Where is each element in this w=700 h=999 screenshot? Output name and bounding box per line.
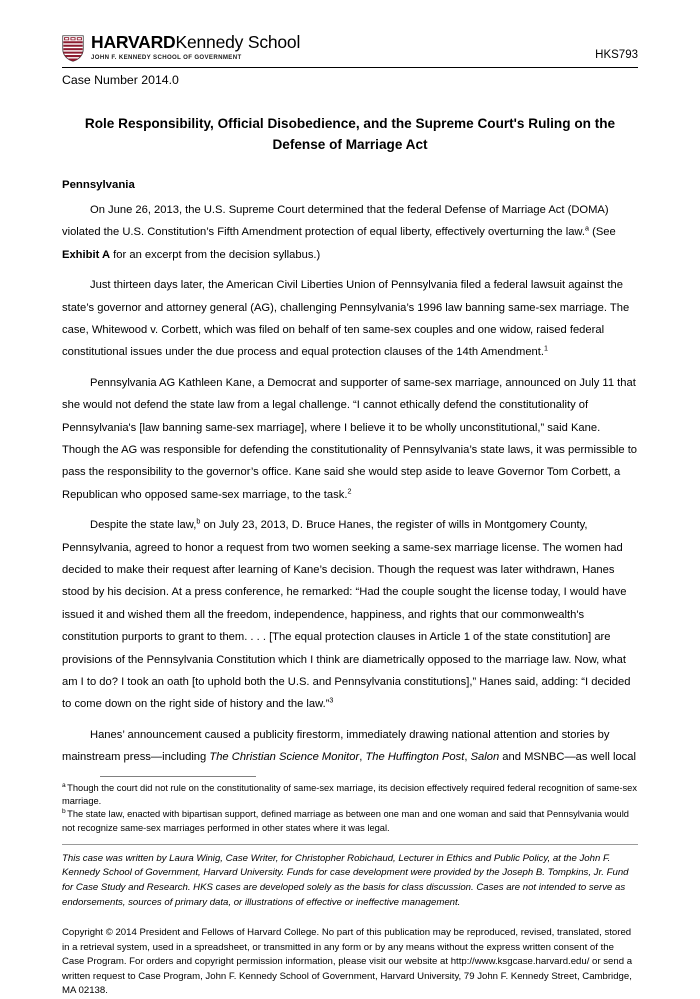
paragraph-1-text-b: (See	[592, 226, 616, 239]
paragraph-2	[62, 274, 638, 364]
footnote-a-text: Though the court did not rule on the constitutionality of same-sex marriage, its decision effectively required federal recognition of same-sex marriage.	[62, 782, 637, 806]
brand-name-kennedy-school: Kennedy School	[175, 32, 301, 52]
publication-huffington-post: The Huffington Post	[365, 751, 465, 764]
copyright-notice: Copyright © 2014 President and Fellows of Harvard College. No part of this publication may be reproduced, revised, translated, stored in a retrieval system, used in a spreadsheet, or transmitted in any form or by any means without the express written consent of the Case Program. For orders and copyright permission information, please visit our website at http://www.ksgcase.harvard.edu/ or send a written request to Case Program, John F. Kennedy School of Government, Harvard University, 79 John F. Kennedy Street, Cambridge, MA 02138.	[62, 927, 633, 997]
paragraph-5-sep-2: ,	[464, 751, 471, 764]
paragraph-1-text-c: for an excerpt from the decision syllabus.)	[110, 248, 321, 261]
attribution-divider	[62, 844, 638, 845]
brand-subtitle: JOHN F. KENNEDY SCHOOL OF GOVERNMENT	[91, 54, 242, 61]
footnote-a-marker: a	[62, 781, 66, 789]
footnote-b-marker: b	[62, 808, 66, 816]
footnote-ref-a: a	[585, 223, 589, 233]
paragraph-5-text-a: Hanes’ announcement caused a publicity firestorm, immediately drawing national attention and stories by mainstream press—including	[62, 728, 610, 764]
paragraph-3-text: Pennsylvania AG Kathleen Kane, a Democrat and supporter of same-sex marriage, announced on July 11 that she would not defend the state law from a legal challenge. “I cannot ethically defend the constitutionality of Pennsylvania's [law banning same-sex marriage], where I believe it to be wholly unconstitutional,” said Kane. Though the AG was responsible for defending the constitutionality of Pennsylvania’s state laws, it was permissible to pass the responsibility to the governor’s office. Kane said she would step aside to leave Governor Tom Corbett, a Republican who opposed same-sex marriage, to the task.	[62, 376, 638, 501]
footnote-b	[62, 808, 638, 835]
footnote-divider	[100, 776, 256, 777]
footnote-ref-2: 2	[347, 486, 352, 496]
paragraph-4-text-a: Despite the state law,	[90, 519, 197, 532]
paragraph-5	[62, 724, 638, 769]
paragraph-3	[62, 372, 638, 506]
publication-salon: Salon	[470, 751, 500, 764]
case-number: Case Number 2014.0	[62, 73, 179, 87]
paragraph-2-text: Just thirteen days later, the American Civil Liberties Union of Pennsylvania filed a federal lawsuit against the state’s governor and attorney general (AG), challenging Pennsylvania’s 1996 law banning same-sex marriage. The case, Whitewood v. Corbett, which was filed on behalf of ten same-sex couples and one widow, raised federal constitutional issues under the due process and equal protection clauses of the 14th Amendment.	[62, 279, 630, 359]
page-title: Role Responsibility, Official Disobedience, and the Supreme Court's Ruling on the Defense of Marriage Act	[84, 116, 616, 153]
brand-name	[91, 34, 300, 52]
paragraph-1	[62, 199, 638, 266]
masthead	[62, 0, 638, 62]
paragraph-4-text-b: on July 23, 2013, D. Bruce Hanes, the register of wills in Montgomery County, Pennsylvania, agreed to honor a request from two women seeking a same-sex marriage license. The women had decided to make their request after learning of Kane’s decision. Though the request was later withdrawn, Hanes stood by his decision. At a press conference, he remarked: “Had the couple sought the license today, I would have issued it and wished them all the freedom, independence, happiness, and rights that our commonwealth's constitution purports to grant to them. . . . [The equal protection clauses in Article 1 of the state constitution] are provisions of the Pennsylvania Constitution which I think are diametrically opposed to the marriage law. Now, what am I to do? I took an oath [to uphold both the U.S. and Pennsylvania constitutions],” Hanes said, adding: “I decided to come down on the right side of history and the law.”	[62, 519, 631, 711]
exhibit-a-reference: Exhibit A	[62, 248, 111, 261]
harvard-veritas-shield-icon	[62, 35, 84, 62]
footnote-ref-b: b	[196, 516, 201, 526]
paragraph-5-sep-1: ,	[359, 751, 366, 764]
brand-wordmark	[91, 34, 300, 61]
footnote-ref-1: 1	[544, 343, 548, 353]
brand-name-harvard: HARVARD	[91, 32, 176, 52]
document-code: HKS793	[595, 49, 638, 61]
section-subheading: Pennsylvania	[62, 178, 135, 191]
footnotes-block	[62, 782, 638, 835]
paragraph-4	[62, 514, 638, 716]
header-divider	[62, 67, 638, 68]
paragraph-1-text-a: On June 26, 2013, the U.S. Supreme Court determined that the federal Defense of Marriage Act (DOMA) violated the U.S. Constitution’s Fifth Amendment protection of equal liberty, effectively overturning the law.	[62, 203, 609, 239]
body-content	[62, 199, 638, 769]
harvard-kennedy-school-logo	[62, 34, 300, 62]
footnote-ref-3: 3	[329, 695, 334, 705]
footnote-a	[62, 782, 638, 809]
attribution-note: This case was written by Laura Winig, Case Writer, for Christopher Robichaud, Lecturer in Ethics and Public Policy, at the John F. Kennedy School of Government, Harvard University. Funds for case development were provided by the Joseph B. Tompkins, Jr. Fund for Case Study and Research. HKS cases are developed solely as the basis for class discussion. Cases are not intended to serve as endorsements, sources of primary data, or illustrations of effective or ineffective management.	[62, 852, 629, 908]
footnote-b-text: The state law, enacted with bipartisan support, defined marriage as between one man and one woman and said that Pennsylvania would not recognize same-sex marriages performed in other states where it was legal.	[62, 809, 629, 833]
publication-christian-science-monitor: The Christian Science Monitor	[209, 751, 360, 764]
paragraph-5-text-b: and MSNBC—as well local	[499, 751, 636, 764]
